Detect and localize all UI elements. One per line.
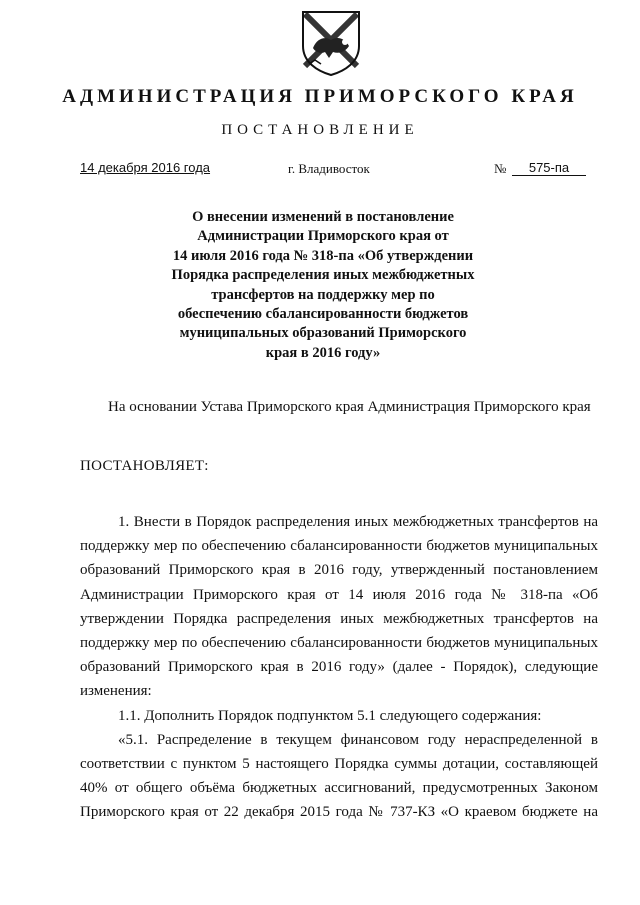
document-date: 14 декабря 2016 года xyxy=(80,160,211,175)
paragraph-line: соответствии с пунктом 5 настоящего Порядка суммы дотации, составляющей xyxy=(80,755,598,772)
title-line: О внесении изменений в постановление xyxy=(192,209,454,225)
title-line: края в 2016 году» xyxy=(265,344,381,361)
title-line: Порядка распределения иных межбюджетных xyxy=(171,267,475,284)
title-line: Администрации Приморского края от xyxy=(197,228,449,245)
paragraph-line: образований Приморского края в 2016 году» (далее - Порядок), следующие xyxy=(80,659,598,676)
paragraph-line: Администрации Приморского края от 14 июля 2016 года № 318-па «Об xyxy=(80,586,598,603)
basis-text: На основании Устава Приморского края Администрация Приморского края xyxy=(108,399,591,415)
paragraph-line: утверждении Порядка распределения иных межбюджетных трансфертов на xyxy=(80,610,598,627)
paragraph-line: 40% от общего объёма бюджетных ассигнований, предусмотренных Законом xyxy=(80,780,598,797)
paragraph-1 xyxy=(80,510,598,824)
paragraph-line: образований Приморского края в 2016 году, утвержденный постановлением xyxy=(80,562,598,579)
title-line: муниципальных образований Приморского xyxy=(179,325,467,342)
document-title xyxy=(150,208,496,363)
document-city: г. Владивосток xyxy=(288,161,370,176)
document-number: 575-па xyxy=(512,160,586,176)
number-label: № xyxy=(494,161,507,176)
organization-name: АДМИНИСТРАЦИЯ ПРИМОРСКОГО КРАЯ xyxy=(62,86,578,107)
paragraph-line: «5.1. Распределение в текущем финансовом году нераспределенной в xyxy=(118,731,598,748)
coat-of-arms-emblem xyxy=(299,8,363,78)
title-line: обеспечению сбалансированности бюджетов xyxy=(177,306,469,323)
paragraph-line: 1. Внести в Порядок распределения иных межбюджетных трансфертов на xyxy=(118,514,598,530)
paragraph-line: поддержку мер по обеспечению сбалансированности бюджетов муниципальных xyxy=(80,538,598,555)
title-line: трансфертов на поддержку мер по xyxy=(211,286,435,303)
title-line: 14 июля 2016 года № 318-па «Об утверждении xyxy=(172,247,474,264)
paragraph-line: поддержку мер по обеспечению сбалансированности бюджетов муниципальных xyxy=(80,634,598,651)
paragraph-2: 1.1. Дополнить Порядок подпунктом 5.1 следующего содержания: xyxy=(118,707,542,724)
decree-word: ПОСТАНОВЛЯЕТ: xyxy=(80,458,209,474)
document-type: ПОСТАНОВЛЕНИЕ xyxy=(221,122,419,138)
paragraph-line: Приморского края от 22 декабря 2015 года № 737-КЗ «О краевом бюджете на xyxy=(80,804,598,821)
paragraph-line: изменения: xyxy=(80,683,152,700)
